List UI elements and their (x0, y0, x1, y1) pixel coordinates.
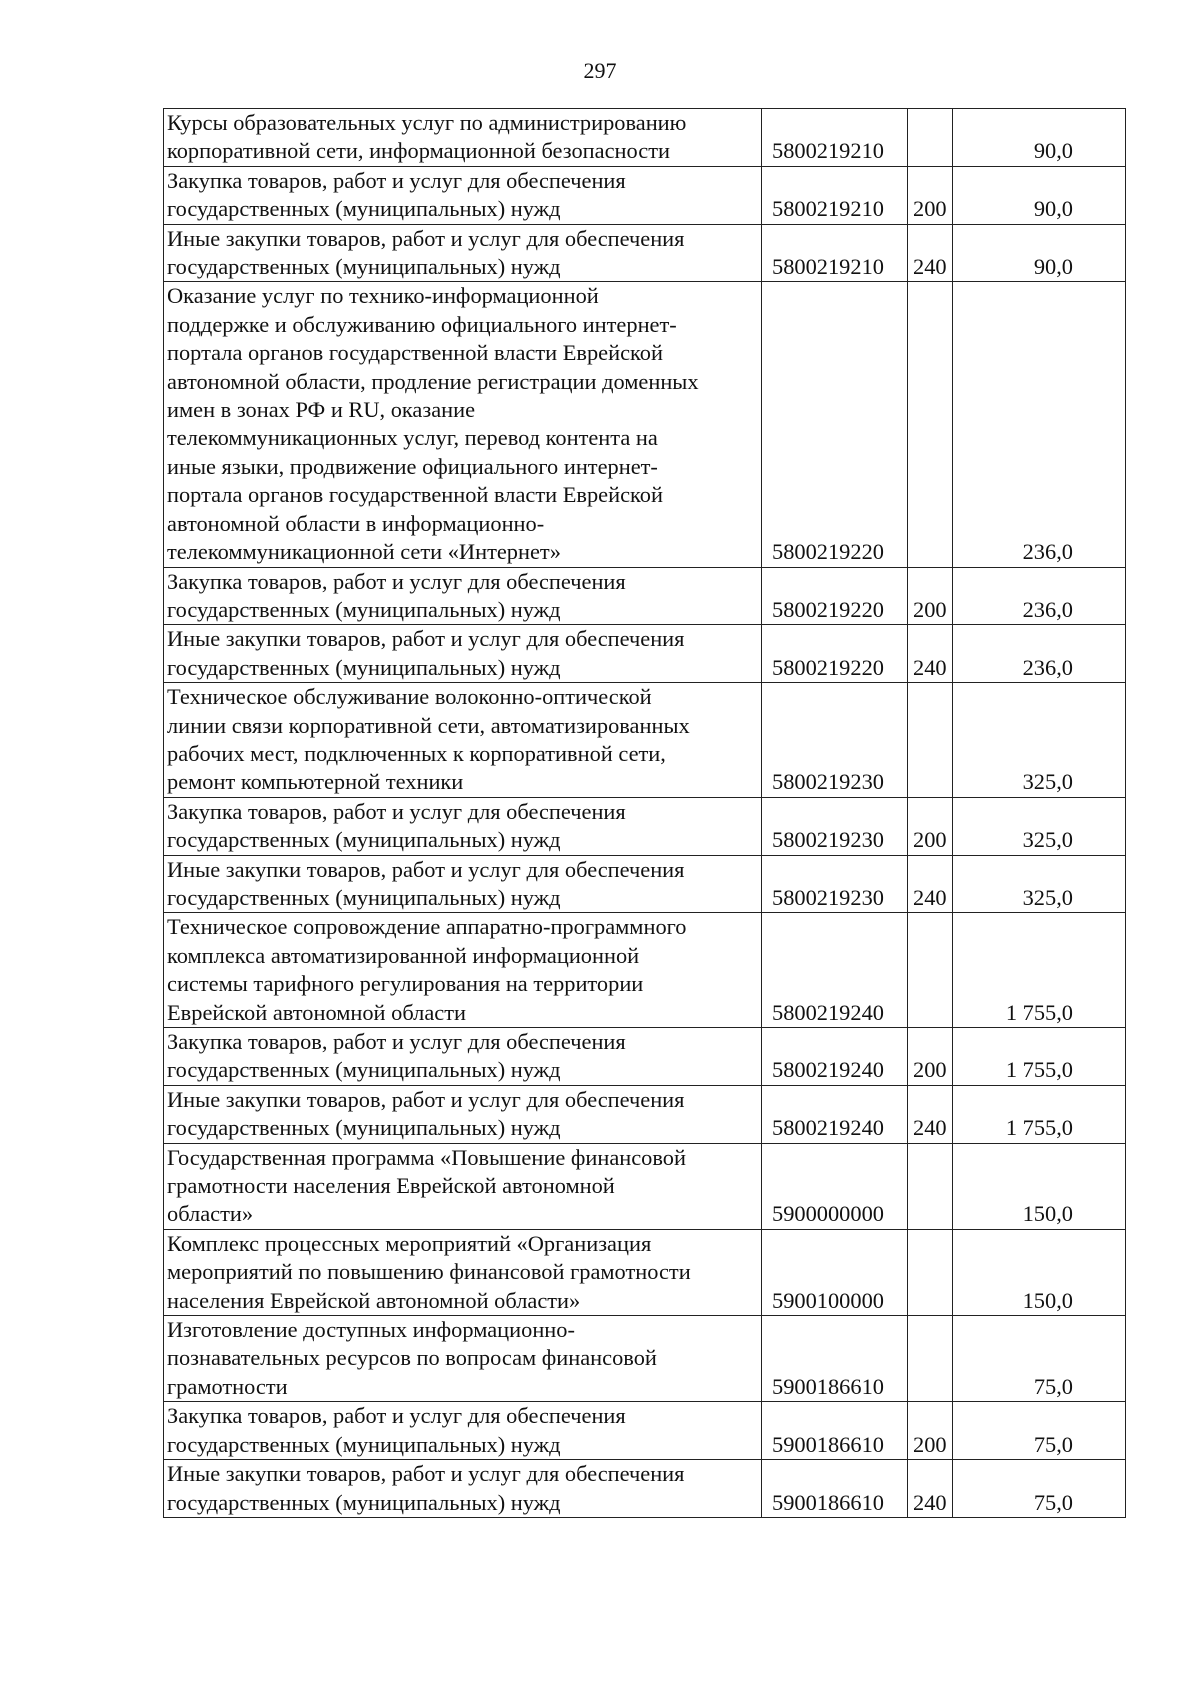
expense-name-cell (164, 855, 762, 913)
target-article-code-cell: 5800219220 (762, 567, 908, 625)
table-row (164, 797, 1126, 855)
expense-name-line: Закупка товаров, работ и услуг для обеспечения (167, 1403, 626, 1429)
table-row (164, 1460, 1126, 1518)
amount-cell: 236,0 (953, 567, 1126, 625)
expense-name-line: системы тарифного регулирования на территории (167, 971, 644, 997)
target-article-code-cell: 5900100000 (762, 1229, 908, 1315)
expense-name-line: рабочих мест, подключенных к корпоративной сети, (167, 740, 666, 766)
expense-name-line: государственных (муниципальных) нужд (167, 254, 561, 280)
amount-cell: 90,0 (953, 109, 1126, 167)
expense-type-cell: 200 (908, 567, 953, 625)
amount-cell: 1 755,0 (953, 1028, 1126, 1086)
expense-name-line: грамотности (167, 1373, 288, 1399)
expense-type-cell: 240 (908, 224, 953, 282)
expense-name-line: государственных (муниципальных) нужд (167, 884, 561, 910)
table-row (164, 282, 1126, 567)
table-row (164, 683, 1126, 798)
expense-type-cell: 240 (908, 1460, 953, 1518)
expense-name-line: автономной области в информационно- (167, 510, 545, 536)
budget-table-body (164, 109, 1126, 1518)
expense-name-line: государственных (муниципальных) нужд (167, 1489, 561, 1515)
expense-name-line: Иные закупки товаров, работ и услуг для обеспечения (167, 626, 685, 652)
amount-cell: 150,0 (953, 1143, 1126, 1229)
table-row (164, 1028, 1126, 1086)
expense-name-cell (164, 913, 762, 1028)
amount-cell: 325,0 (953, 855, 1126, 913)
expense-name-line: Иные закупки товаров, работ и услуг для обеспечения (167, 1461, 685, 1487)
table-row (164, 855, 1126, 913)
amount-cell: 325,0 (953, 683, 1126, 798)
amount-cell: 90,0 (953, 224, 1126, 282)
target-article-code-cell: 5800219230 (762, 797, 908, 855)
table-row (164, 1143, 1126, 1229)
target-article-code-cell: 5800219210 (762, 109, 908, 167)
target-article-code-cell: 5800219230 (762, 683, 908, 798)
expense-name-line: иные языки, продвижение официального интернет- (167, 453, 658, 479)
expense-name-line: населения Еврейской автономной области» (167, 1287, 581, 1313)
table-row (164, 1402, 1126, 1460)
expense-type-cell: 200 (908, 166, 953, 224)
budget-table (163, 108, 1126, 1518)
expense-name-cell (164, 109, 762, 167)
expense-name-line: государственных (муниципальных) нужд (167, 1115, 561, 1141)
target-article-code-cell: 5800219240 (762, 1028, 908, 1086)
target-article-code-cell: 5800219240 (762, 913, 908, 1028)
expense-name-line: Закупка товаров, работ и услуг для обеспечения (167, 1029, 626, 1054)
expense-name-cell (164, 166, 762, 224)
amount-cell: 325,0 (953, 797, 1126, 855)
amount-cell: 75,0 (953, 1316, 1126, 1402)
expense-name-cell (164, 1460, 762, 1518)
target-article-code-cell: 5900186610 (762, 1460, 908, 1518)
expense-name-cell (164, 282, 762, 567)
expense-name-line: познавательных ресурсов по вопросам финансовой (167, 1345, 657, 1371)
expense-type-cell (908, 913, 953, 1028)
expense-name-cell (164, 224, 762, 282)
target-article-code-cell: 5800219230 (762, 855, 908, 913)
expense-name-line: Техническое сопровождение аппаратно-программного (167, 914, 687, 940)
expense-name-line: Комплекс процессных мероприятий «Организация (167, 1230, 652, 1256)
expense-name-line: Еврейской автономной области (167, 999, 466, 1025)
expense-type-cell: 240 (908, 855, 953, 913)
amount-cell: 75,0 (953, 1402, 1126, 1460)
expense-name-line: комплекса автоматизированной информационной (167, 942, 640, 968)
expense-name-cell (164, 683, 762, 798)
expense-name-cell (164, 1085, 762, 1143)
expense-name-line: государственных (муниципальных) нужд (167, 1057, 561, 1083)
expense-type-cell (908, 282, 953, 567)
expense-name-cell (164, 567, 762, 625)
expense-name-line: Курсы образовательных услуг по администрированию (167, 110, 687, 135)
expense-name-line: корпоративной сети, информационной безопасности (167, 138, 670, 164)
expense-name-cell (164, 625, 762, 683)
expense-type-cell: 200 (908, 797, 953, 855)
target-article-code-cell: 5800219220 (762, 282, 908, 567)
expense-name-line: автономной области, продление регистрации доменных (167, 368, 699, 394)
expense-name-line: грамотности населения Еврейской автономной (167, 1173, 615, 1199)
expense-name-line: Закупка товаров, работ и услуг для обеспечения (167, 798, 626, 824)
expense-type-cell (908, 1143, 953, 1229)
expense-name-line: государственных (муниципальных) нужд (167, 827, 561, 853)
expense-type-cell (908, 109, 953, 167)
expense-name-line: Иные закупки товаров, работ и услуг для обеспечения (167, 225, 685, 251)
expense-name-line: портала органов государственной власти Еврейской (167, 482, 663, 508)
table-row (164, 1229, 1126, 1315)
expense-name-line: области» (167, 1201, 254, 1227)
expense-name-line: Оказание услуг по технико-информационной (167, 283, 599, 309)
expense-name-cell (164, 1229, 762, 1315)
amount-cell: 75,0 (953, 1460, 1126, 1518)
expense-name-line: государственных (муниципальных) нужд (167, 654, 561, 680)
expense-name-line: ремонт компьютерной техники (167, 769, 464, 795)
expense-name-line: Закупка товаров, работ и услуг для обеспечения (167, 167, 626, 193)
expense-name-cell (164, 1028, 762, 1086)
expense-type-cell: 200 (908, 1402, 953, 1460)
expense-name-line: телекоммуникационных услуг, перевод контента на (167, 425, 658, 451)
expense-name-line: Закупка товаров, работ и услуг для обеспечения (167, 568, 626, 594)
target-article-code-cell: 5900186610 (762, 1316, 908, 1402)
table-row (164, 224, 1126, 282)
amount-cell: 90,0 (953, 166, 1126, 224)
expense-name-line: Иные закупки товаров, работ и услуг для обеспечения (167, 1086, 685, 1112)
expense-name-line: Техническое обслуживание волоконно-оптической (167, 684, 652, 710)
expense-type-cell: 240 (908, 1085, 953, 1143)
expense-type-cell (908, 1316, 953, 1402)
target-article-code-cell: 5800219240 (762, 1085, 908, 1143)
expense-name-cell (164, 1402, 762, 1460)
table-row (164, 109, 1126, 167)
amount-cell: 1 755,0 (953, 913, 1126, 1028)
table-row (164, 625, 1126, 683)
table-row (164, 166, 1126, 224)
amount-cell: 1 755,0 (953, 1085, 1126, 1143)
target-article-code-cell: 5900186610 (762, 1402, 908, 1460)
expense-name-line: государственных (муниципальных) нужд (167, 196, 561, 222)
expense-name-line: Иные закупки товаров, работ и услуг для обеспечения (167, 856, 685, 882)
expense-name-line: линии связи корпоративной сети, автоматизированных (167, 712, 690, 738)
expense-type-cell: 200 (908, 1028, 953, 1086)
expense-name-cell (164, 797, 762, 855)
target-article-code-cell: 5800219210 (762, 224, 908, 282)
amount-cell: 150,0 (953, 1229, 1126, 1315)
table-row (164, 1316, 1126, 1402)
table-row (164, 1085, 1126, 1143)
expense-name-cell (164, 1316, 762, 1402)
target-article-code-cell: 5900000000 (762, 1143, 908, 1229)
amount-cell: 236,0 (953, 282, 1126, 567)
expense-name-line: государственных (муниципальных) нужд (167, 1431, 561, 1457)
expense-name-line: мероприятий по повышению финансовой грамотности (167, 1259, 691, 1285)
expense-name-line: Государственная программа «Повышение финансовой (167, 1144, 686, 1170)
expense-type-cell (908, 1229, 953, 1315)
expense-name-line: телекоммуникационной сети «Интернет» (167, 539, 561, 565)
expense-type-cell: 240 (908, 625, 953, 683)
expense-name-line: портала органов государственной власти Еврейской (167, 340, 663, 366)
expense-name-line: имен в зонах РФ и RU, оказание (167, 397, 476, 423)
expense-type-cell (908, 683, 953, 798)
page-number: 297 (583, 58, 617, 83)
table-row (164, 567, 1126, 625)
expense-name-line: поддержке и обслуживанию официального интернет- (167, 311, 677, 337)
expense-name-line: государственных (муниципальных) нужд (167, 596, 561, 622)
amount-cell: 236,0 (953, 625, 1126, 683)
table-row (164, 913, 1126, 1028)
target-article-code-cell: 5800219220 (762, 625, 908, 683)
expense-name-cell (164, 1143, 762, 1229)
target-article-code-cell: 5800219210 (762, 166, 908, 224)
expense-name-line: Изготовление доступных информационно- (167, 1317, 575, 1343)
